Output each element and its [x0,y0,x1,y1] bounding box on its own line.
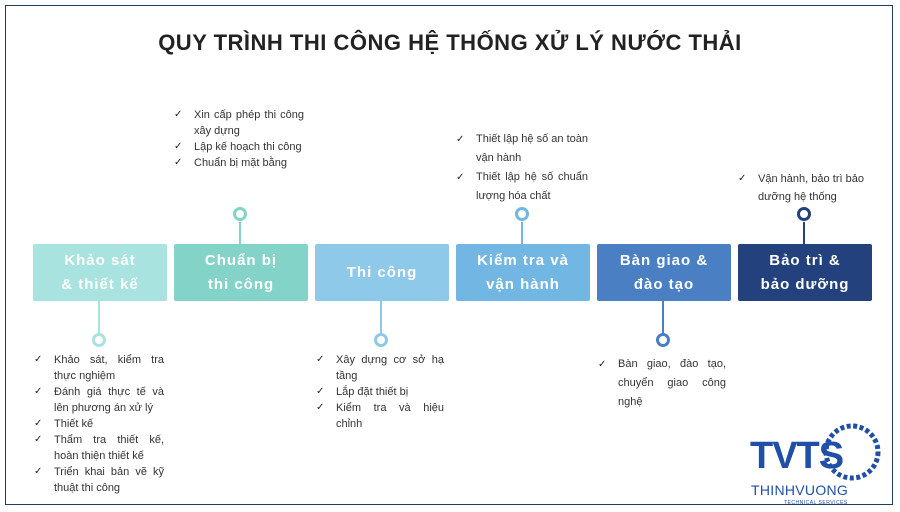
company-logo [748,422,882,506]
diagram-title: QUY TRÌNH THI CÔNG HỆ THỐNG XỬ LÝ NƯỚC THẢI [158,30,742,55]
connector-dot-2 [233,207,247,221]
note-item: ✓ Đánh giá thực tế và lên phương án xử lý [34,384,164,416]
step-label-line2: thi công [207,275,275,293]
note-item: ✓ Thiết kế [34,416,164,432]
note-item: ✓ Bàn giao, đào tạo, chuyển giao công nghệ [598,355,726,412]
connector-stem-4 [521,222,523,244]
logo-mark: TVTS [750,435,844,477]
step-label-line1: Kiểm tra và [477,251,569,269]
connector-dot-6 [797,207,811,221]
note-item: ✓ Thiết lập hệ số an toàn vận hành [456,130,588,168]
step-label-line1: Bảo trì & [769,251,841,269]
note-item: ✓ Xây dựng cơ sở hạ tầng [316,352,444,384]
note-item: ✓ Khảo sát, kiểm tra thực nghiệm [34,352,164,384]
note-item: ✓ Xin cấp phép thi công xây dựng [174,107,304,139]
connector-dot-4 [515,207,529,221]
note-item: ✓ Lập kế hoạch thi công [174,139,304,155]
connector-stem-5 [662,301,664,335]
step-notes-5 [598,355,726,412]
note-item: ✓ Thẩm tra thiết kế, hoàn thiện thiết kế [34,432,164,464]
step-label-line1: Chuẩn bị [204,251,278,269]
step-construction [315,244,449,301]
connector-dot-1 [92,333,106,347]
step-preparation [174,244,308,301]
step-maintenance [738,244,872,301]
connector-stem-2 [239,222,241,244]
step-label-line1: Thi công [346,263,418,281]
step-label-line1: Khảo sát [64,251,136,269]
step-label-line2: vận hành [486,275,560,293]
note-item: ✓ Thiết lập hệ số chuẩn lượng hóa chất [456,168,588,206]
step-notes-2 [174,107,304,171]
connector-dot-5 [656,333,670,347]
logo-name: THINHVUONG [751,482,849,498]
connector-stem-3 [380,301,382,335]
step-label-line2: bảo dưỡng [760,275,850,293]
step-test-operation [456,244,590,301]
note-item: ✓ Kiểm tra và hiệu chỉnh [316,400,444,432]
step-label-line2: đào tạo [633,275,695,293]
note-item: ✓ Vận hành, bảo trì bảo dưỡng hệ thống [738,170,864,206]
note-item: ✓ Chuẩn bị mặt bằng [174,155,304,171]
note-item: ✓ Lắp đặt thiết bị [316,384,444,400]
step-notes-6 [738,170,864,206]
step-label-line1: Bàn giao & [619,251,709,269]
step-handover-training [597,244,731,301]
connector-dot-3 [374,333,388,347]
note-item: ✓ Triển khai bản vẽ kỹ thuật thi công [34,464,164,496]
logo-tagline: TECHNICAL SERVICES [784,500,848,506]
connector-stem-1 [98,301,100,335]
step-notes-3 [316,352,444,432]
step-survey-design [33,244,167,301]
step-notes-4 [456,130,588,206]
connector-stem-6 [803,222,805,244]
step-notes-1 [34,352,164,496]
step-label-line2: & thiết kế [61,275,139,293]
